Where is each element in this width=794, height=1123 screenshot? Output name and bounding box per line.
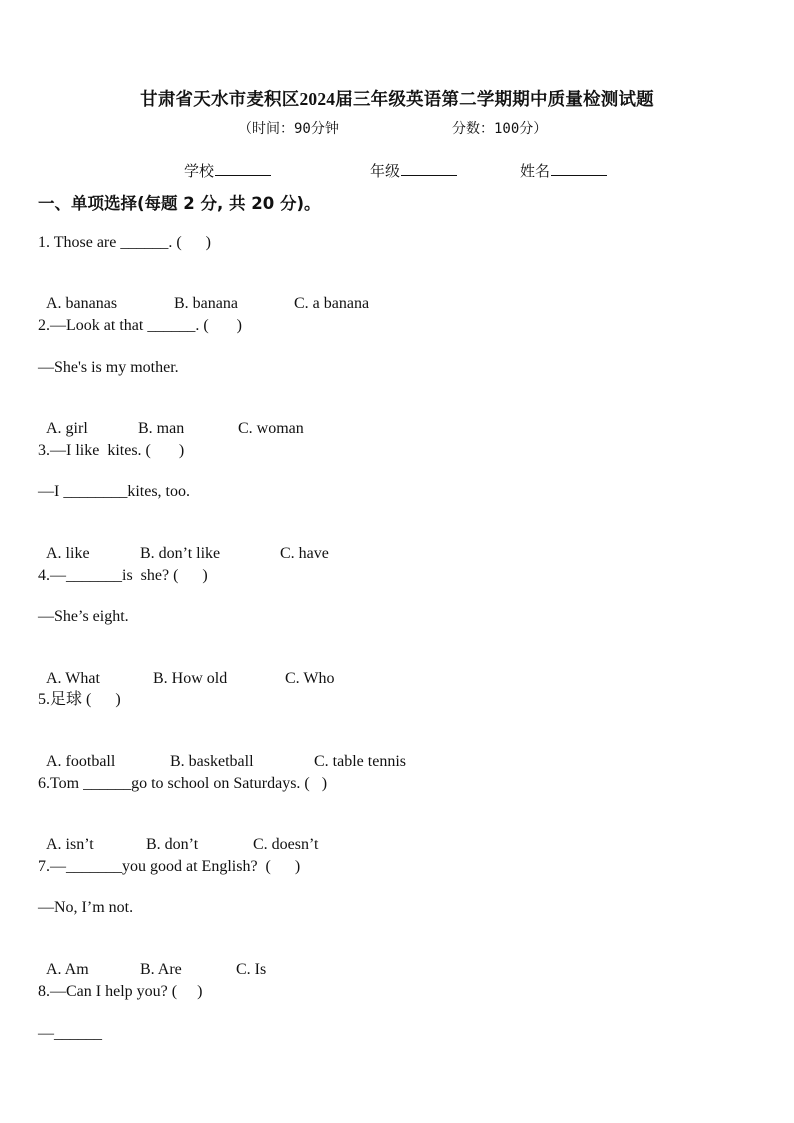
question-6-stem: 6.Tom ______go to school on Saturdays. ( ) bbox=[38, 775, 328, 792]
question-2-stem: 2.—Look at that ______. ( ) bbox=[38, 317, 242, 334]
question-3-options bbox=[38, 524, 329, 564]
school-blank[interactable] bbox=[215, 161, 271, 176]
school-field[interactable] bbox=[184, 160, 271, 181]
question-4-option-a[interactable]: A. What bbox=[46, 670, 100, 687]
exam-score: 分数：100分） bbox=[452, 121, 548, 137]
school-label: 学校 bbox=[184, 163, 215, 180]
question-5-option-c[interactable]: C. table tennis bbox=[314, 753, 406, 770]
question-1-stem: 1. Those are ______. ( ) bbox=[38, 234, 211, 251]
question-7-option-a[interactable]: A. Am bbox=[46, 961, 89, 978]
question-3-stem: 3.—I like kites. ( ) bbox=[38, 442, 185, 459]
question-3-dialog: —I ________kites, too. bbox=[38, 483, 190, 500]
question-2-options bbox=[38, 399, 304, 439]
question-4-options bbox=[38, 649, 334, 689]
question-6-option-b[interactable]: B. don’t bbox=[146, 836, 199, 853]
name-field[interactable] bbox=[520, 160, 607, 181]
question-5-option-a[interactable]: A. football bbox=[46, 753, 116, 770]
question-5-option-b[interactable]: B. basketball bbox=[170, 753, 254, 770]
question-2-option-b[interactable]: B. man bbox=[138, 420, 185, 437]
question-6-option-a[interactable]: A. isn’t bbox=[46, 836, 94, 853]
question-7-option-b[interactable]: B. Are bbox=[140, 961, 182, 978]
question-6-option-c[interactable]: C. doesn’t bbox=[253, 836, 319, 853]
question-1-option-c[interactable]: C. a banana bbox=[294, 295, 370, 312]
question-8-stem: 8.—Can I help you? ( ) bbox=[38, 983, 203, 1000]
section-heading: 一、单项选择(每题 2 分, 共 20 分)。 bbox=[38, 194, 321, 213]
question-1-option-a[interactable]: A. bananas bbox=[46, 295, 118, 312]
question-7-dialog: —No, I’m not. bbox=[38, 899, 134, 916]
question-1-option-b[interactable]: B. banana bbox=[174, 295, 238, 312]
question-7-stem: 7.—_______you good at English? ( ) bbox=[38, 858, 301, 875]
grade-blank[interactable] bbox=[401, 161, 457, 176]
question-8-dialog: —______ bbox=[38, 1025, 102, 1042]
question-2-option-c[interactable]: C. woman bbox=[238, 420, 304, 437]
exam-time: （时间：90分钟 bbox=[238, 121, 339, 137]
question-5-stem: 5.足球 ( ) bbox=[38, 691, 121, 708]
question-5-options bbox=[38, 732, 406, 772]
question-6-options bbox=[38, 815, 318, 855]
question-7-option-c[interactable]: C. Is bbox=[236, 961, 267, 978]
question-4-stem: 4.—_______is she? ( ) bbox=[38, 567, 208, 584]
name-blank[interactable] bbox=[551, 161, 607, 176]
question-4-option-b[interactable]: B. How old bbox=[153, 670, 228, 687]
name-label: 姓名 bbox=[520, 163, 551, 180]
question-4-dialog: —She’s eight. bbox=[38, 608, 129, 625]
grade-field[interactable] bbox=[370, 160, 457, 181]
question-1-options bbox=[38, 274, 369, 314]
question-3-option-b[interactable]: B. don’t like bbox=[140, 545, 221, 562]
question-3-option-a[interactable]: A. like bbox=[46, 545, 90, 562]
question-4-option-c[interactable]: C. Who bbox=[285, 670, 335, 687]
exam-title: 甘肃省天水市麦积区2024届三年级英语第二学期期中质量检测试题 bbox=[140, 89, 654, 109]
grade-label: 年级 bbox=[370, 163, 401, 180]
question-2-dialog: —She's is my mother. bbox=[38, 359, 179, 376]
question-2-option-a[interactable]: A. girl bbox=[46, 420, 88, 437]
question-7-options bbox=[38, 940, 266, 980]
question-3-option-c[interactable]: C. have bbox=[280, 545, 329, 562]
